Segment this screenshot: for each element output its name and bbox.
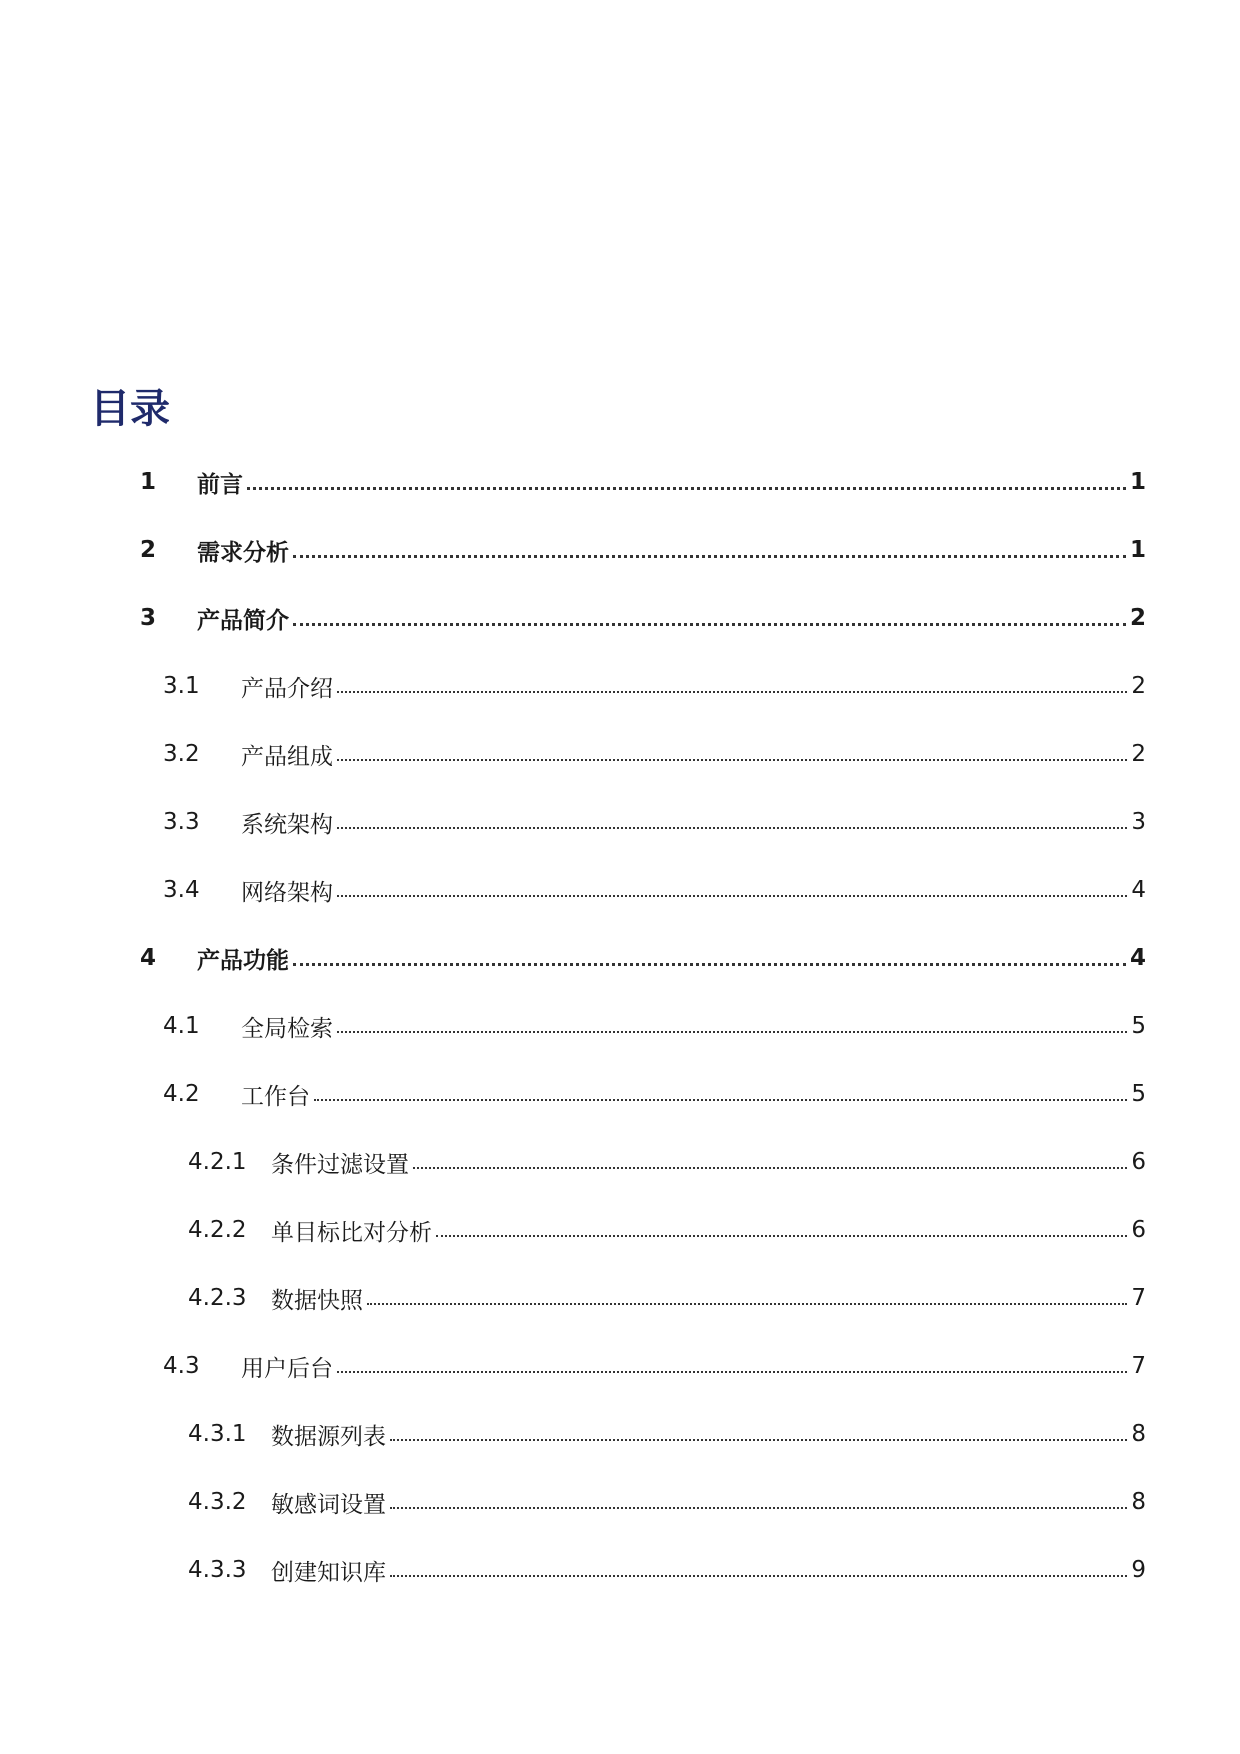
toc-entry[interactable]: 3.4 网络架构 4: [0, 856, 1240, 924]
toc-entry-title: 前言: [197, 471, 243, 498]
toc-dot-leader: [390, 1575, 1127, 1577]
toc-dot-leader: [337, 1371, 1127, 1373]
toc-entry[interactable]: 3 产品简介 2: [0, 584, 1240, 652]
toc-dot-leader: [390, 1439, 1127, 1441]
toc-entry-page: 2: [1131, 673, 1146, 699]
toc-entry-page: 7: [1131, 1285, 1146, 1311]
toc-entry-title: 需求分析: [197, 539, 289, 566]
toc-entry[interactable]: 4.2 工作台 5: [0, 1060, 1240, 1128]
toc-entry-title: 全局检索: [241, 1015, 333, 1042]
toc-dot-leader: [367, 1303, 1127, 1305]
toc-entry-title: 网络架构: [241, 879, 333, 906]
toc-entry[interactable]: 3.3 系统架构 3: [0, 788, 1240, 856]
toc-dot-leader: [337, 691, 1127, 693]
toc-entry-page: 4: [1131, 877, 1146, 903]
toc-dot-leader: [337, 759, 1127, 761]
toc-dot-leader: [436, 1235, 1127, 1237]
toc-dot-leader: [337, 895, 1127, 897]
toc-entry-title: 数据快照: [271, 1287, 363, 1314]
toc-dot-leader: [337, 1031, 1127, 1033]
toc-entry[interactable]: 4.1 全局检索 5: [0, 992, 1240, 1060]
toc-entry[interactable]: 4.2.3 数据快照 7: [0, 1264, 1240, 1332]
toc-entry[interactable]: 4.3.2 敏感词设置 8: [0, 1468, 1240, 1536]
toc-entry-title: 用户后台: [241, 1355, 333, 1382]
toc-entry-title: 产品介绍: [241, 675, 333, 702]
toc-dot-leader: [390, 1507, 1127, 1509]
toc-entry-page: 5: [1131, 1013, 1146, 1039]
toc-entry-title: 产品功能: [197, 947, 289, 974]
toc-dot-leader: [314, 1099, 1127, 1101]
toc-entry-page: 8: [1131, 1421, 1146, 1447]
toc-entry-title: 条件过滤设置: [271, 1151, 409, 1178]
toc-dot-leader: [293, 963, 1126, 966]
toc-entry[interactable]: 4.3.3 创建知识库 9: [0, 1536, 1240, 1604]
toc-entry[interactable]: 1 前言 1: [0, 448, 1240, 516]
toc-entry-title: 工作台: [241, 1083, 310, 1110]
toc-entry-page: 2: [1129, 605, 1146, 631]
toc-entry[interactable]: 4 产品功能 4: [0, 924, 1240, 992]
toc-entry[interactable]: 2 需求分析 1: [0, 516, 1240, 584]
toc-entry[interactable]: 3.2 产品组成 2: [0, 720, 1240, 788]
toc-dot-leader: [293, 555, 1126, 558]
toc-entry-page: 8: [1131, 1489, 1146, 1515]
toc-entry-page: 6: [1131, 1217, 1146, 1243]
toc-entry[interactable]: 4.3 用户后台 7: [0, 1332, 1240, 1400]
toc-entry-page: 9: [1131, 1557, 1146, 1583]
toc-entry-title: 系统架构: [241, 811, 333, 838]
toc-dot-leader: [413, 1167, 1127, 1169]
toc-entry-page: 2: [1131, 741, 1146, 767]
toc-entry-title: 创建知识库: [271, 1559, 386, 1586]
toc-entry[interactable]: 4.2.1 条件过滤设置 6: [0, 1128, 1240, 1196]
toc-entry-page: 6: [1131, 1149, 1146, 1175]
toc-entry[interactable]: 3.1 产品介绍 2: [0, 652, 1240, 720]
toc-entry-page: 7: [1131, 1353, 1146, 1379]
toc-list: [0, 448, 1240, 1604]
toc-entry-page: 5: [1131, 1081, 1146, 1107]
toc-entry-title: 数据源列表: [271, 1423, 386, 1450]
toc-entry-title: 产品组成: [241, 743, 333, 770]
toc-entry-page: 4: [1129, 945, 1146, 971]
toc-dot-leader: [337, 827, 1127, 829]
toc-dot-leader: [293, 623, 1126, 626]
toc-entry-page: 3: [1131, 809, 1146, 835]
toc-entry-page: 1: [1129, 537, 1146, 563]
toc-entry-title: 敏感词设置: [271, 1491, 386, 1518]
toc-entry[interactable]: 4.3.1 数据源列表 8: [0, 1400, 1240, 1468]
toc-dot-leader: [247, 487, 1126, 490]
toc-entry-title: 产品简介: [197, 607, 289, 634]
toc-title: 目录: [90, 386, 170, 432]
toc-entry[interactable]: 4.2.2 单目标比对分析 6: [0, 1196, 1240, 1264]
toc-entry-title: 单目标比对分析: [271, 1219, 432, 1246]
toc-entry-page: 1: [1129, 469, 1146, 495]
